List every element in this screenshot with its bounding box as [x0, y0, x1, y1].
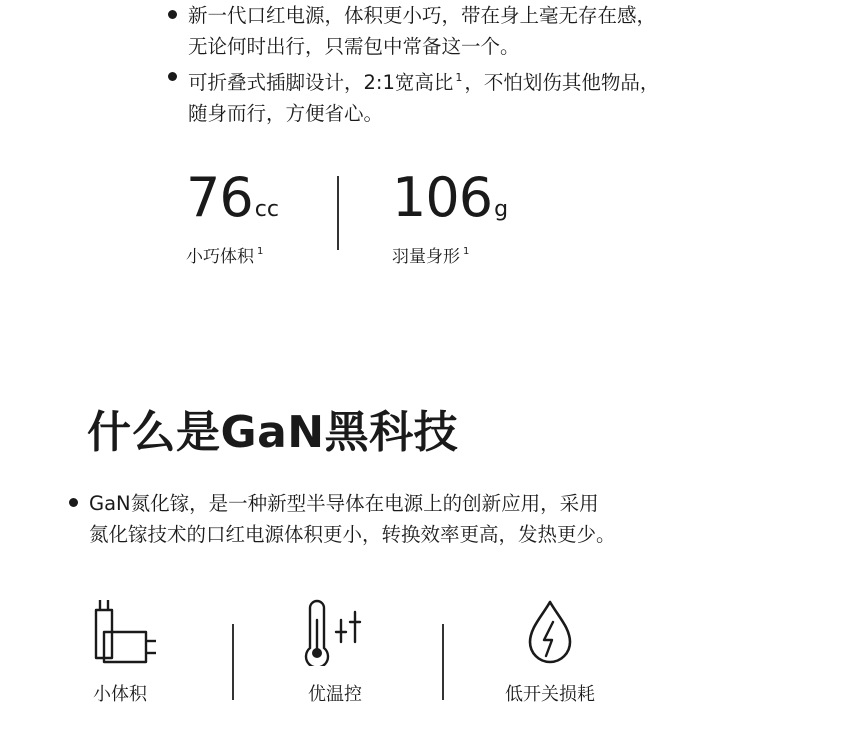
bullet-line: 氮化镓技术的口红电源体积更小，转换效率更高，发热更少。 [89, 523, 616, 546]
stat-label [186, 242, 279, 267]
gan-bullet-list [67, 488, 616, 550]
stat-unit: cc [254, 197, 279, 222]
footnote-ref: 1 [257, 246, 264, 257]
stat-label [392, 242, 508, 267]
intro-bullet-compact [166, 0, 659, 62]
bullet-text: ，不怕划伤其他物品， [464, 71, 660, 94]
stat-number: 106 [392, 166, 493, 229]
stat-weight [392, 168, 508, 267]
gan-bullet [67, 488, 616, 550]
feature-divider [232, 624, 234, 700]
thermometer-icon [295, 598, 375, 666]
stat-number: 76 [186, 166, 253, 229]
bullet-line: GaN氮化镓，是一种新型半导体在电源上的创新应用，采用 [89, 492, 599, 515]
footnote-ref: 1 [455, 71, 463, 84]
stat-value [186, 168, 279, 240]
stat-label-text: 羽量身形 [392, 247, 460, 267]
bullet-text: 可折叠式插脚设计，2:1宽高比 [188, 71, 454, 94]
stat-label-text: 小巧体积 [186, 247, 254, 267]
compact-charger-icon [80, 598, 160, 666]
stat-value [392, 168, 508, 240]
stat-unit: g [494, 197, 509, 222]
feature-label: 小体积 [93, 684, 147, 705]
bullet-line: 随身而行，方便省心。 [188, 102, 384, 125]
bullet-line [188, 62, 659, 98]
feature-label: 优温控 [308, 684, 362, 705]
intro-bullet-list [166, 0, 659, 129]
feature-label: 低开关损耗 [505, 684, 595, 705]
footnote-ref: 1 [463, 246, 470, 257]
bullet-line: 新一代口红电源，体积更小巧，带在身上毫无存在感， [188, 4, 657, 27]
feature-temperature [250, 598, 420, 706]
feature-small-size [35, 598, 205, 706]
lightning-drop-icon [510, 598, 590, 666]
feature-low-switching-loss [465, 598, 635, 706]
bullet-line: 无论何时出行，只需包中常备这一个。 [188, 35, 520, 58]
stat-divider [337, 176, 339, 250]
section-title: 什么是GaN黑科技 [87, 407, 459, 458]
feature-divider [442, 624, 444, 700]
intro-bullet-foldable [166, 62, 659, 129]
stat-volume [186, 168, 279, 267]
